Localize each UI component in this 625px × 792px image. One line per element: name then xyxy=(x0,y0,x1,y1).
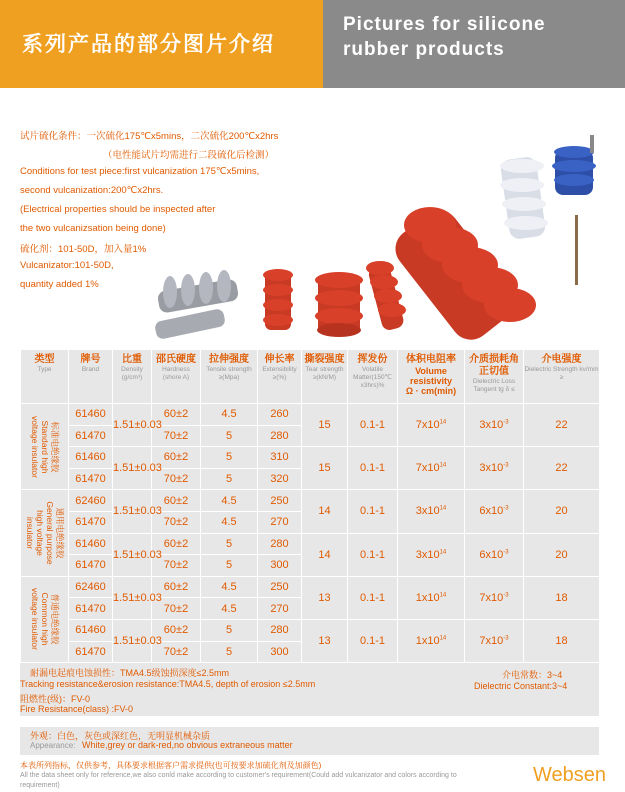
vr-base: 1x10 xyxy=(415,635,440,648)
spec-table xyxy=(20,349,600,663)
vr-base: 3x10 xyxy=(415,548,440,561)
page-title-en-line1: Pictures for silicone xyxy=(343,14,546,35)
density-cell: 1.51±0.03 xyxy=(113,447,152,490)
short-red-insulator-image xyxy=(315,272,363,337)
table-row xyxy=(21,576,600,598)
white-insulator-image xyxy=(500,156,548,240)
type-label-line: General purpose xyxy=(44,501,55,565)
tensile-cell: 4.5 xyxy=(201,598,258,620)
brand-cell: 61460 xyxy=(69,404,113,426)
hardness-cell: 70±2 xyxy=(152,468,201,490)
condition-line: quantity added 1% xyxy=(20,279,99,290)
brand-cell: 61470 xyxy=(69,468,113,490)
tensile-cell: 5 xyxy=(201,425,258,447)
hardness-cell: 60±2 xyxy=(152,576,201,598)
dl-exponent: -3 xyxy=(503,635,509,642)
volatile-cell: 0.1-1 xyxy=(348,533,398,576)
density-cell: 1.51±0.03 xyxy=(113,490,152,533)
brand-cell: 61470 xyxy=(69,511,113,533)
condition-line: 硫化剂：101-50D，加入量1% xyxy=(20,244,147,255)
tracking-note-en: Tracking resistance&erosion resistance:TMA4.5, depth of erosion ≤2.5mm xyxy=(20,679,316,689)
dl-exponent: -3 xyxy=(503,549,509,555)
col-header-dielectric-strength: 介电强度 Dielectric Strength kv/mm ≥ xyxy=(524,350,600,404)
type-label-line: 通用电绝缘胶 xyxy=(54,507,65,559)
density-cell: 1.51±0.03 xyxy=(113,533,152,576)
hardness-cell: 60±2 xyxy=(152,447,201,469)
product-photos xyxy=(150,130,620,345)
tear-cell: 13 xyxy=(302,576,348,619)
tear-cell: 14 xyxy=(302,533,348,576)
tensile-cell: 4.5 xyxy=(201,511,258,533)
dielectric-loss-cell xyxy=(465,404,524,447)
header-orange-panel xyxy=(0,0,323,88)
volatile-cell: 0.1-1 xyxy=(348,619,398,662)
small-red-insulator-image xyxy=(263,269,293,330)
disclaimer-en-line2: requirement) xyxy=(20,782,60,789)
volume-resistivity-cell xyxy=(398,404,465,447)
type-label-line: Common high xyxy=(39,592,50,646)
appearance-panel xyxy=(20,727,599,755)
dl-exponent: -3 xyxy=(503,505,509,512)
tear-cell: 15 xyxy=(302,404,348,447)
col-header-tensile: 拉伸强度 Tensile strength ≥(Mpa) xyxy=(201,350,258,404)
dl-base: 3x10 xyxy=(479,462,504,475)
dielectric-loss-cell xyxy=(465,576,524,619)
dielectric-loss-cell xyxy=(465,533,524,576)
condition-line: 试片硫化条件：一次硫化175℃x5mins，二次硫化200℃x2hrs xyxy=(20,131,279,142)
dielectric-strength-cell: 22 xyxy=(524,447,600,490)
grey-insulator-image xyxy=(154,270,239,340)
dielectric-constant-en: Dielectric Constant:3~4 xyxy=(474,681,568,691)
col-header-brand: 牌号 Brand xyxy=(69,350,113,404)
page-title-cn: 系列产品的部分图片介绍 xyxy=(22,32,275,56)
brand-cell: 61470 xyxy=(69,555,113,577)
fire-note-en: Fire Resistance(class) :FV-0 xyxy=(20,704,134,714)
hardness-cell: 70±2 xyxy=(152,641,201,663)
hardness-cell: 70±2 xyxy=(152,511,201,533)
vr-base: 1x10 xyxy=(415,591,440,604)
density-cell: 1.51±0.03 xyxy=(113,619,152,662)
condition-line: Vulcanizator:101-50D, xyxy=(20,260,114,271)
fire-note-cn: 阻燃性(级)：FV-0 xyxy=(20,694,91,704)
tensile-cell: 5 xyxy=(201,447,258,469)
disclaimer-en-line1: All the data sheet only for reference,we also conld make according to customer's requirement(Could add vulcanizator and colors according to xyxy=(20,772,457,779)
elongation-cell: 270 xyxy=(258,511,302,533)
elongation-cell: 300 xyxy=(258,555,302,577)
col-header-hardness: 邵氏硬度 Hardness (shore A) xyxy=(152,350,201,404)
condition-line: the two vulcanizsation being done) xyxy=(20,223,166,234)
tensile-cell: 5 xyxy=(201,555,258,577)
dl-base: 7x10 xyxy=(479,635,504,648)
vr-exponent: 14 xyxy=(439,419,447,426)
dielectric-loss-cell xyxy=(465,447,524,490)
hardness-cell: 60±2 xyxy=(152,490,201,512)
condition-line: Conditions for test piece:first vulcanization 175℃x5mins, xyxy=(20,166,260,177)
type-label-line: Standard high xyxy=(39,420,50,474)
dl-exponent: -3 xyxy=(503,419,509,426)
col-header-tear: 撕裂强度 Tear strength ≥(kN/M) xyxy=(302,350,348,404)
elongation-cell: 250 xyxy=(258,576,302,598)
type-label xyxy=(25,501,65,564)
table-row xyxy=(21,490,600,512)
condition-line: second vulcanization:200℃x2hrs. xyxy=(20,185,164,196)
volume-resistivity-cell xyxy=(398,533,465,576)
hardness-cell: 60±2 xyxy=(152,619,201,641)
elongation-cell: 310 xyxy=(258,447,302,469)
elongation-cell: 320 xyxy=(258,468,302,490)
col-header-type: 类型 Type xyxy=(21,350,69,404)
type-cell xyxy=(21,404,69,490)
brand-cell: 61470 xyxy=(69,598,113,620)
volatile-cell: 0.1-1 xyxy=(348,490,398,533)
hardness-cell: 70±2 xyxy=(152,425,201,447)
tensile-cell: 4.5 xyxy=(201,404,258,426)
appearance-cn: 外观：白色，灰色或深红色，无明显机械杂质 xyxy=(30,731,211,741)
tensile-cell: 4.5 xyxy=(201,490,258,512)
elongation-cell: 300 xyxy=(258,641,302,663)
type-label xyxy=(30,416,60,478)
vr-exponent: 14 xyxy=(439,505,447,512)
table-row xyxy=(21,404,600,426)
vr-exponent: 14 xyxy=(439,549,447,555)
dl-base: 3x10 xyxy=(479,419,504,432)
table-row xyxy=(21,619,600,641)
disclaimer-cn: 本表所列指标，仅供参考，具体要求根据客户需求提供(也可按要求加硫化剂及加颜色) xyxy=(20,761,322,770)
density-cell: 1.51±0.03 xyxy=(113,404,152,447)
vr-exponent: 14 xyxy=(439,462,447,469)
type-label xyxy=(30,588,60,650)
header-grey-panel xyxy=(323,0,625,88)
volume-resistivity-cell xyxy=(398,619,465,662)
hardness-cell: 60±2 xyxy=(152,533,201,555)
tear-cell: 15 xyxy=(302,447,348,490)
elongation-cell: 270 xyxy=(258,598,302,620)
volume-resistivity-cell xyxy=(398,490,465,533)
brand-cell: 61460 xyxy=(69,533,113,555)
hardness-cell: 60±2 xyxy=(152,404,201,426)
condition-line: （电性能试片均需进行二段硫化后检测） xyxy=(103,150,275,161)
vr-base: 7x10 xyxy=(415,462,440,475)
brand-cell: 62460 xyxy=(69,490,113,512)
col-header-elongation: 伸长率 Extensibility ≥(%) xyxy=(258,350,302,404)
volatile-cell: 0.1-1 xyxy=(348,576,398,619)
tensile-cell: 5 xyxy=(201,641,258,663)
tracking-note-cn: 耐漏电起痕电蚀损性：TMA4.5级蚀损深度≤2.5mm xyxy=(30,668,229,678)
dl-exponent: -3 xyxy=(503,462,509,469)
vr-base: 3x10 xyxy=(415,505,440,518)
col-header-dielectric-loss: 介质损耗角正切值 Dielectric Loss Tangent tg δ ≤ xyxy=(465,350,524,404)
volatile-cell: 0.1-1 xyxy=(348,447,398,490)
table-row xyxy=(21,447,600,469)
type-label-line: voltage insulator xyxy=(29,415,40,478)
appearance-en: White,grey or dark-red,no obvious extraneous matter xyxy=(82,740,293,750)
elongation-cell: 280 xyxy=(258,533,302,555)
brand-cell: 61470 xyxy=(69,641,113,663)
volume-resistivity-cell xyxy=(398,576,465,619)
tensile-cell: 5 xyxy=(201,468,258,490)
dl-base: 6x10 xyxy=(479,505,504,518)
col-header-density: 比重 Density (g/cm³) xyxy=(113,350,152,404)
dielectric-strength-cell: 20 xyxy=(524,533,600,576)
type-cell xyxy=(21,576,69,662)
dielectric-strength-cell: 18 xyxy=(524,619,600,662)
dl-exponent: -3 xyxy=(503,592,509,599)
notes-panel xyxy=(20,663,599,716)
vr-base: 7x10 xyxy=(415,419,440,432)
col-header-volume-resistivity: 体积电阻率 Volume resistivity Ω · cm(min) xyxy=(398,350,465,404)
websen-logo: Websen xyxy=(533,764,607,786)
elongation-cell: 250 xyxy=(258,490,302,512)
appearance-en-label: Appearance: xyxy=(30,741,76,750)
volatile-cell: 0.1-1 xyxy=(348,404,398,447)
brand-cell: 61470 xyxy=(69,425,113,447)
hardness-cell: 70±2 xyxy=(152,555,201,577)
brand-cell: 61460 xyxy=(69,447,113,469)
tensile-cell: 5 xyxy=(201,619,258,641)
dielectric-loss-cell xyxy=(465,619,524,662)
type-label-line: high voltage xyxy=(34,510,45,556)
brand-cell: 62460 xyxy=(69,576,113,598)
tensile-cell: 5 xyxy=(201,533,258,555)
vr-exponent: 14 xyxy=(439,592,447,599)
long-red-insulator-image xyxy=(366,261,406,332)
type-label-line: voltage insulator xyxy=(29,588,40,651)
hardness-cell: 70±2 xyxy=(152,598,201,620)
large-red-insulator-image xyxy=(387,202,578,345)
dielectric-strength-cell: 18 xyxy=(524,576,600,619)
dl-base: 6x10 xyxy=(479,548,504,561)
dielectric-strength-cell: 20 xyxy=(524,490,600,533)
type-cell xyxy=(21,490,69,576)
tensile-cell: 4.5 xyxy=(201,576,258,598)
elongation-cell: 280 xyxy=(258,619,302,641)
dielectric-strength-cell: 22 xyxy=(524,404,600,447)
vr-exponent: 14 xyxy=(439,635,447,642)
table-header-row xyxy=(21,350,600,404)
elongation-cell: 280 xyxy=(258,425,302,447)
page-title-en-line2: rubber products xyxy=(343,39,505,60)
condition-line: (Electrical properties should be inspected after xyxy=(20,204,216,215)
dielectric-constant-cn: 介电常数：3~4 xyxy=(502,670,563,680)
volume-resistivity-cell xyxy=(398,447,465,490)
brand-cell: 61460 xyxy=(69,619,113,641)
col-header-volatile: 挥发份 Volatile Matter(150℃ x3hrs)% xyxy=(348,350,398,404)
dielectric-loss-cell xyxy=(465,490,524,533)
blue-insulator-image xyxy=(552,135,596,195)
table-row xyxy=(21,533,600,555)
type-label-line: insulator xyxy=(24,516,35,550)
tear-cell: 14 xyxy=(302,490,348,533)
tear-cell: 13 xyxy=(302,619,348,662)
dl-base: 7x10 xyxy=(479,591,504,604)
type-label-line: 标准电绝缘胶 xyxy=(49,421,60,473)
type-label-line: 普通电绝缘胶 xyxy=(49,593,60,645)
density-cell: 1.51±0.03 xyxy=(113,576,152,619)
elongation-cell: 260 xyxy=(258,404,302,426)
